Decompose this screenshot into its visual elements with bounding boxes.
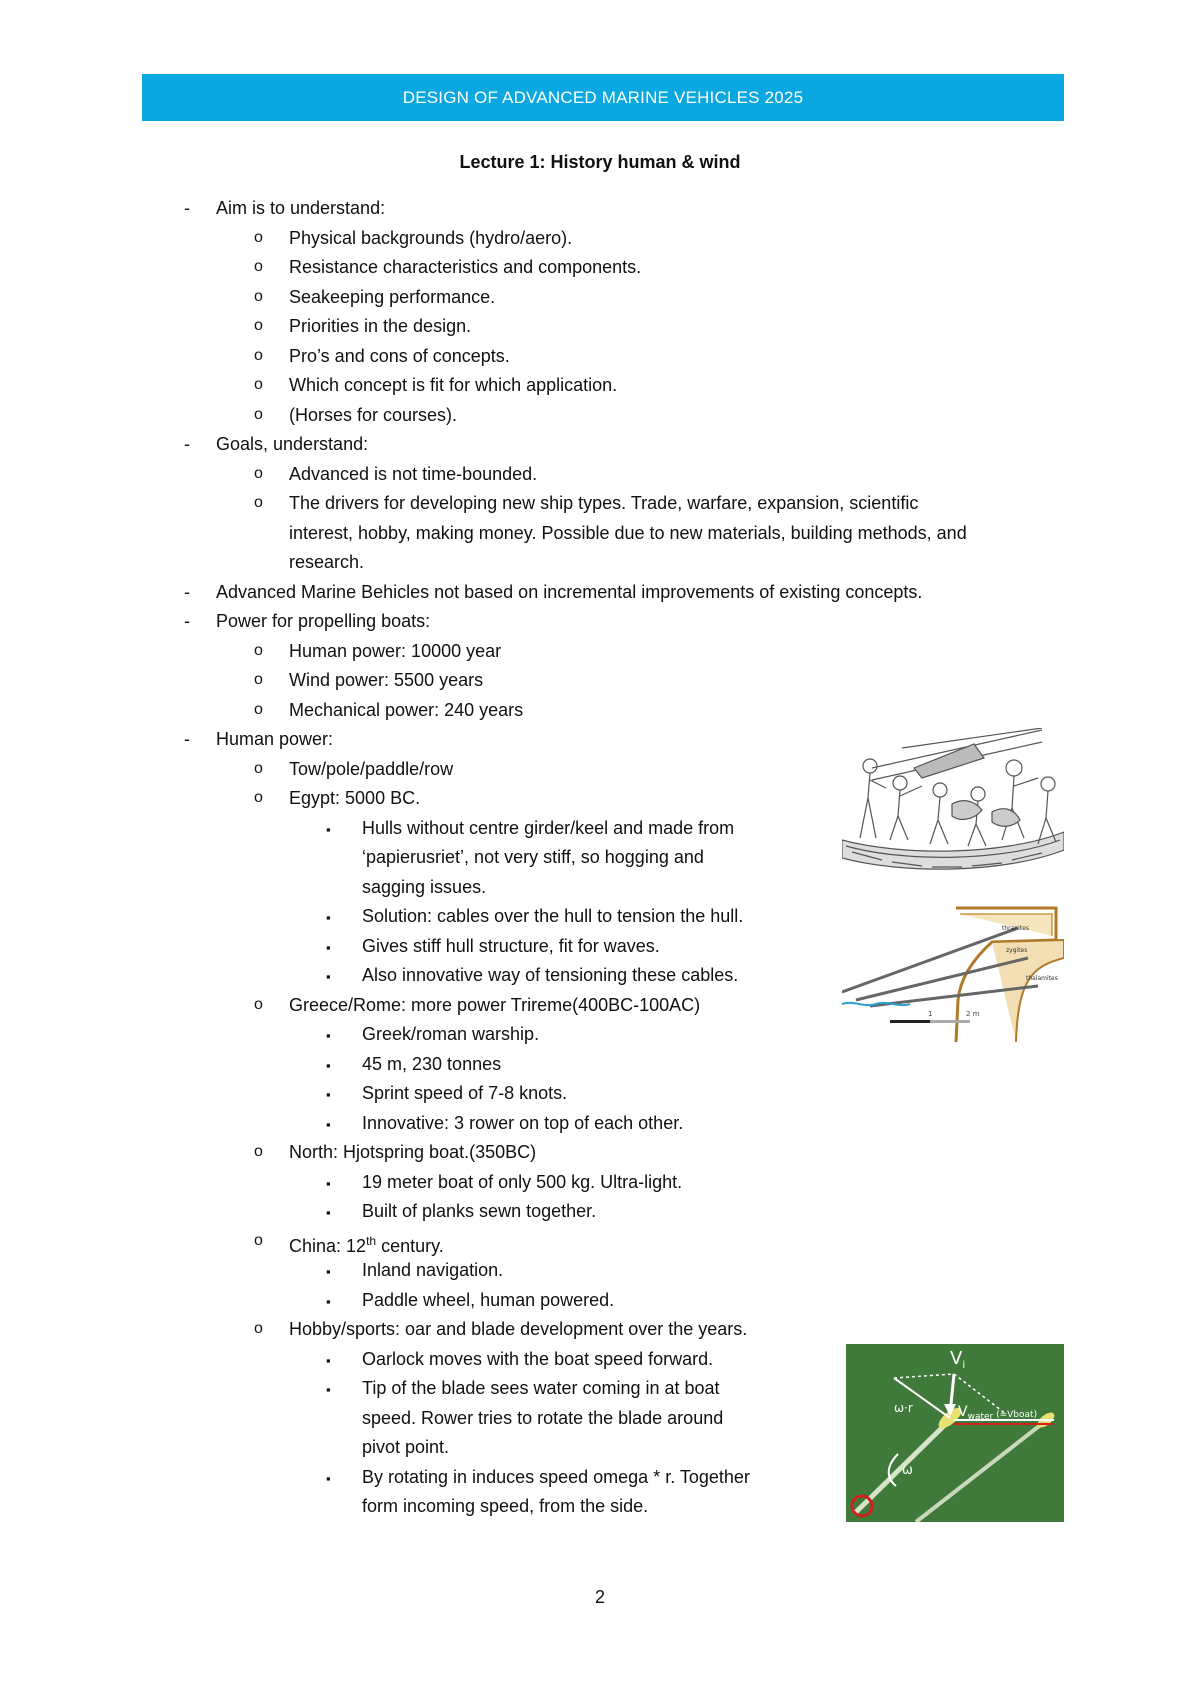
list-item: Human power: 10000 year — [289, 641, 502, 661]
trireme-section-figure — [842, 900, 1064, 1042]
bullet-marker: o — [254, 406, 263, 423]
list-item: Paddle wheel, human powered. — [362, 1290, 615, 1310]
list-item: Seakeeping performance. — [289, 287, 496, 307]
bullet-marker: o — [254, 465, 263, 482]
list-item-continuation: sagging issues. — [362, 877, 487, 897]
list-item-continuation: pivot point. — [362, 1437, 450, 1457]
list-item-continuation: speed. Rower tries to rotate the blade around — [362, 1408, 724, 1428]
list-item: Greece/Rome: more power Trireme(400BC-100AC) — [289, 995, 701, 1015]
list-item: Inland navigation. — [362, 1260, 504, 1280]
vi-label: $V_i$ — [950, 1348, 966, 1371]
bullet-marker: o — [254, 376, 263, 393]
list-item: Mechanical power: 240 years — [289, 700, 524, 720]
bullet-marker: ▪ — [326, 1176, 331, 1191]
egyptian-relief-drawing — [842, 728, 1064, 888]
list-item: Built of planks sewn together. — [362, 1201, 597, 1221]
bullet-marker: - — [184, 729, 190, 749]
list-item: The drivers for developing new ship types. Trade, warfare, expansion, scientific — [289, 493, 919, 513]
list-item: (Horses for courses). — [289, 405, 458, 425]
bullet-marker: ▪ — [326, 910, 331, 925]
bullet-marker: ▪ — [326, 822, 331, 837]
list-item: Innovative: 3 rower on top of each other. — [362, 1113, 684, 1133]
bullet-marker: - — [184, 611, 190, 631]
bullet-marker: - — [184, 582, 190, 602]
scale-label-2: 2 m — [966, 1010, 980, 1018]
omega-label: ω — [902, 1463, 913, 1478]
bullet-marker: o — [254, 1232, 263, 1249]
list-item: Greek/roman warship. — [362, 1024, 540, 1044]
header-title: DESIGN OF ADVANCED MARINE VEHICLES 2025 — [402, 87, 804, 107]
list-item: Oarlock moves with the boat speed forward. — [362, 1349, 714, 1369]
list-item: Pro’s and cons of concepts. — [289, 346, 510, 366]
page-number: 2 — [594, 1587, 605, 1607]
list-item: 19 meter boat of only 500 kg. Ultra-light. — [362, 1172, 683, 1192]
list-item: Power for propelling boats: — [216, 611, 431, 631]
bullet-marker: ▪ — [326, 1294, 331, 1309]
bullet-marker: o — [254, 347, 263, 364]
list-item-continuation: ‘papierusriet’, not very stiff, so hogging and — [362, 847, 704, 867]
bullet-marker: o — [254, 701, 263, 718]
list-item: Resistance characteristics and components. — [289, 257, 642, 277]
list-item: Solution: cables over the hull to tension the hull. — [362, 906, 744, 926]
bullet-marker: o — [254, 494, 263, 511]
list-item: Priorities in the design. — [289, 316, 472, 336]
list-item-continuation: research. — [289, 552, 365, 572]
bullet-marker: o — [254, 996, 263, 1013]
bullet-marker: o — [254, 760, 263, 777]
list-item: Also innovative way of tensioning these cables. — [362, 965, 739, 985]
bullet-marker: o — [254, 642, 263, 659]
bullet-marker: o — [254, 317, 263, 334]
lecture-title: Lecture 1: History human & wind — [459, 152, 741, 172]
bullet-marker: ▪ — [326, 1264, 331, 1279]
list-item: Tip of the blade sees water coming in at boat — [362, 1378, 720, 1398]
list-item-continuation: interest, hobby, making money. Possible due to new materials, building methods, and — [289, 523, 967, 543]
bullet-marker: - — [184, 198, 190, 218]
list-item: Advanced Marine Behicles not based on incremental improvements of existing concepts. — [216, 582, 923, 602]
bullet-marker: o — [254, 1320, 263, 1337]
bullet-marker: ▪ — [326, 1117, 331, 1132]
list-item: Hulls without centre girder/keel and made from — [362, 818, 735, 838]
label-thranites: thranites — [1002, 925, 1029, 932]
list-item: North: Hjotspring boat.(350BC) — [289, 1142, 537, 1162]
omega-r-label: ω·r — [894, 1401, 913, 1415]
document-header-bar — [142, 74, 1064, 121]
list-item: Tow/pole/paddle/row — [289, 759, 454, 779]
list-item: Goals, understand: — [216, 434, 369, 454]
bullet-marker: ▪ — [326, 1205, 331, 1220]
list-item: Wind power: 5500 years — [289, 670, 484, 690]
list-item: 45 m, 230 tonnes — [362, 1054, 502, 1074]
bullet-marker: o — [254, 229, 263, 246]
bullet-marker: ▪ — [326, 1028, 331, 1043]
bullet-marker: o — [254, 288, 263, 305]
list-item: Aim is to understand: — [216, 198, 386, 218]
list-item: Human power: — [216, 729, 334, 749]
label-thalamites: thalamites — [1026, 975, 1058, 982]
oar-velocity-diagram — [846, 1344, 1064, 1522]
bullet-marker: ▪ — [326, 1382, 331, 1397]
bullet-marker: o — [254, 1143, 263, 1160]
label-zygites: zygites — [1006, 947, 1028, 954]
bullet-marker: ▪ — [326, 1058, 331, 1073]
list-item: Physical backgrounds (hydro/aero). — [289, 228, 573, 248]
trireme-section-drawing — [842, 900, 1064, 1042]
list-item-continuation: form incoming speed, from the side. — [362, 1496, 649, 1516]
bullet-marker: ▪ — [326, 969, 331, 984]
bullet-marker: o — [254, 789, 263, 806]
bullet-marker: ▪ — [326, 940, 331, 955]
list-item: China: 12th century. — [289, 1234, 444, 1256]
bullet-marker: - — [184, 434, 190, 454]
oar-velocity-figure — [846, 1344, 1064, 1522]
bullet-marker: o — [254, 671, 263, 688]
list-item: Advanced is not time-bounded. — [289, 464, 538, 484]
bullet-marker: ▪ — [326, 1087, 331, 1102]
bullet-marker: ▪ — [326, 1353, 331, 1368]
scale-label-1: 1 — [928, 1010, 933, 1018]
list-item: Egypt: 5000 BC. — [289, 788, 421, 808]
list-item: Which concept is fit for which application. — [289, 375, 618, 395]
bullet-marker: o — [254, 258, 263, 275]
bullet-marker: ▪ — [326, 1471, 331, 1486]
egyptian-relief-figure — [842, 728, 1064, 888]
list-item: Hobby/sports: oar and blade development over the years. — [289, 1319, 748, 1339]
list-item: By rotating in induces speed omega * r. Together — [362, 1467, 750, 1487]
list-item: Sprint speed of 7-8 knots. — [362, 1083, 568, 1103]
vwater-label: $V_{water}$ (=Vboat) — [958, 1404, 1038, 1422]
list-item: Gives stiff hull structure, fit for waves. — [362, 936, 660, 956]
